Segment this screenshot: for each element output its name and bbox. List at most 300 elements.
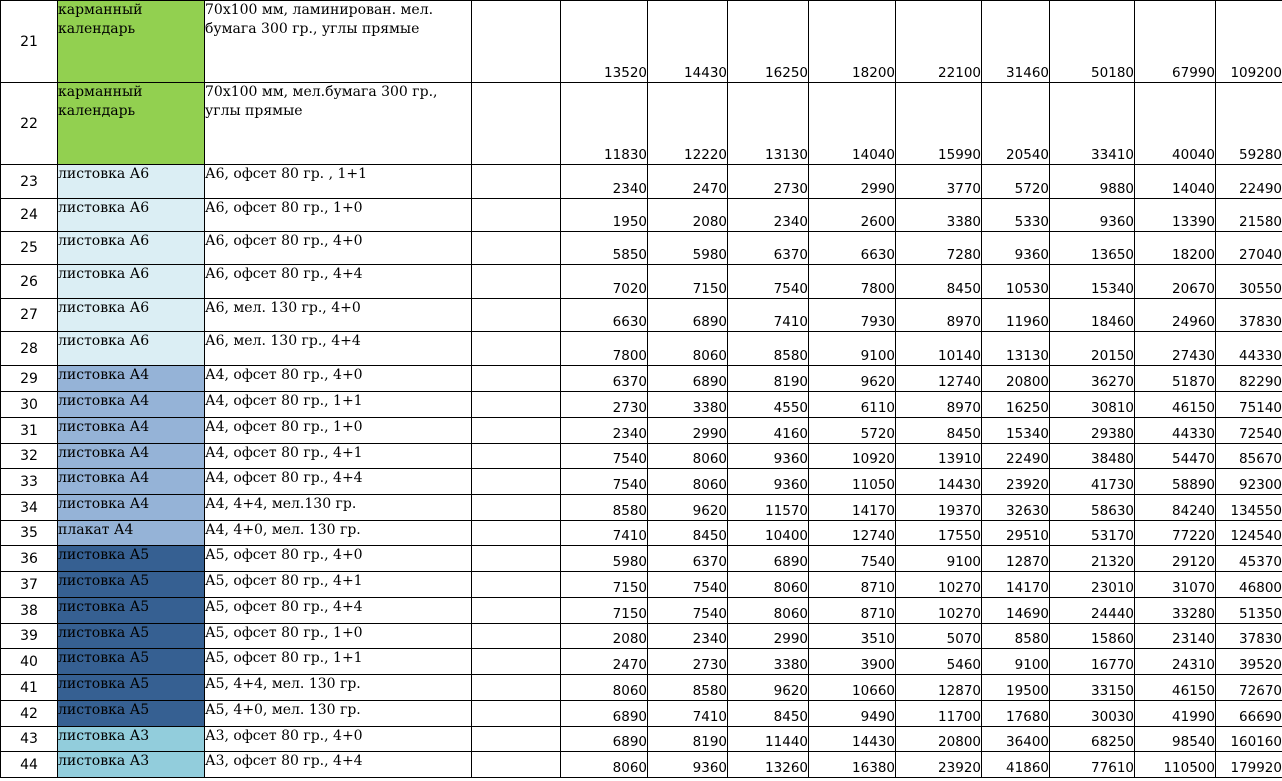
product-name-cell[interactable]: листовка А6 xyxy=(58,332,205,366)
price-cell[interactable]: 1950 xyxy=(561,199,648,232)
price-cell[interactable]: 33150 xyxy=(1050,675,1135,701)
row-number[interactable]: 44 xyxy=(1,752,58,778)
price-cell[interactable]: 58630 xyxy=(1050,495,1135,521)
price-cell[interactable]: 2080 xyxy=(648,199,728,232)
price-cell[interactable]: 13650 xyxy=(1050,232,1135,265)
row-number[interactable]: 39 xyxy=(1,624,58,649)
price-cell[interactable]: 16770 xyxy=(1050,649,1135,675)
empty-cell[interactable] xyxy=(472,495,561,521)
product-name-cell[interactable]: листовка А5 xyxy=(58,546,205,572)
price-cell[interactable]: 4160 xyxy=(728,418,809,444)
row-number[interactable]: 37 xyxy=(1,572,58,598)
price-cell[interactable]: 7540 xyxy=(561,469,648,495)
price-cell[interactable]: 10140 xyxy=(896,332,982,366)
price-cell[interactable]: 15340 xyxy=(982,418,1050,444)
price-cell[interactable]: 5070 xyxy=(896,624,982,649)
product-spec-cell[interactable]: 70х100 мм, ламинирован. мел. бумага 300 гр., углы прямые xyxy=(205,1,472,83)
price-cell[interactable]: 10530 xyxy=(982,265,1050,299)
price-cell[interactable]: 9360 xyxy=(728,469,809,495)
price-cell[interactable]: 8450 xyxy=(896,265,982,299)
price-cell[interactable]: 7800 xyxy=(561,332,648,366)
price-cell[interactable]: 6890 xyxy=(648,299,728,332)
price-cell[interactable]: 23010 xyxy=(1050,572,1135,598)
price-cell[interactable]: 9360 xyxy=(982,232,1050,265)
price-cell[interactable]: 51350 xyxy=(1216,598,1282,624)
price-cell[interactable]: 23920 xyxy=(982,469,1050,495)
price-cell[interactable]: 7800 xyxy=(809,265,896,299)
price-cell[interactable]: 18200 xyxy=(809,1,896,83)
row-number[interactable]: 43 xyxy=(1,727,58,752)
price-cell[interactable]: 9620 xyxy=(809,366,896,392)
price-cell[interactable]: 109200 xyxy=(1216,1,1282,83)
product-name-cell[interactable]: листовка А5 xyxy=(58,649,205,675)
price-cell[interactable]: 23140 xyxy=(1135,624,1216,649)
empty-cell[interactable] xyxy=(472,701,561,727)
price-cell[interactable]: 72540 xyxy=(1216,418,1282,444)
product-spec-cell[interactable]: А5, офсет 80 гр., 4+4 xyxy=(205,598,472,624)
empty-cell[interactable] xyxy=(472,727,561,752)
price-cell[interactable]: 12740 xyxy=(809,521,896,546)
row-number[interactable]: 26 xyxy=(1,265,58,299)
price-cell[interactable]: 2990 xyxy=(648,418,728,444)
product-name-cell[interactable]: листовка А6 xyxy=(58,165,205,199)
product-name-cell[interactable]: карманный календарь xyxy=(58,83,205,165)
product-name-cell[interactable]: листовка А5 xyxy=(58,624,205,649)
row-number[interactable]: 34 xyxy=(1,495,58,521)
price-cell[interactable]: 19500 xyxy=(982,675,1050,701)
price-cell[interactable]: 2340 xyxy=(648,624,728,649)
price-cell[interactable]: 9100 xyxy=(809,332,896,366)
price-cell[interactable]: 6890 xyxy=(561,701,648,727)
product-name-cell[interactable]: листовка А3 xyxy=(58,727,205,752)
empty-cell[interactable] xyxy=(472,299,561,332)
price-cell[interactable]: 27040 xyxy=(1216,232,1282,265)
product-spec-cell[interactable]: А6, офсет 80 гр., 4+4 xyxy=(205,265,472,299)
empty-cell[interactable] xyxy=(472,675,561,701)
product-spec-cell[interactable]: А4, офсет 80 гр., 1+1 xyxy=(205,392,472,418)
product-name-cell[interactable]: листовка А4 xyxy=(58,444,205,469)
product-spec-cell[interactable]: А6, офсет 80 гр., 4+0 xyxy=(205,232,472,265)
price-cell[interactable]: 58890 xyxy=(1135,469,1216,495)
product-spec-cell[interactable]: 70х100 мм, мел.бумага 300 гр., углы прямые xyxy=(205,83,472,165)
price-cell[interactable]: 8710 xyxy=(809,572,896,598)
product-spec-cell[interactable]: А6, офсет 80 гр., 1+0 xyxy=(205,199,472,232)
price-cell[interactable]: 14040 xyxy=(809,83,896,165)
product-spec-cell[interactable]: А4, 4+4, мел.130 гр. xyxy=(205,495,472,521)
price-cell[interactable]: 16380 xyxy=(809,752,896,778)
product-spec-cell[interactable]: А5, офсет 80 гр., 1+1 xyxy=(205,649,472,675)
price-cell[interactable]: 3900 xyxy=(809,649,896,675)
product-name-cell[interactable]: листовка А5 xyxy=(58,675,205,701)
price-cell[interactable]: 8060 xyxy=(728,598,809,624)
price-cell[interactable]: 4550 xyxy=(728,392,809,418)
price-cell[interactable]: 67990 xyxy=(1135,1,1216,83)
price-cell[interactable]: 2080 xyxy=(561,624,648,649)
price-cell[interactable]: 44330 xyxy=(1216,332,1282,366)
price-cell[interactable]: 11050 xyxy=(809,469,896,495)
price-cell[interactable]: 11440 xyxy=(728,727,809,752)
product-spec-cell[interactable]: А6, мел. 130 гр., 4+4 xyxy=(205,332,472,366)
price-cell[interactable]: 36270 xyxy=(1050,366,1135,392)
price-cell[interactable]: 98540 xyxy=(1135,727,1216,752)
price-cell[interactable]: 2340 xyxy=(728,199,809,232)
empty-cell[interactable] xyxy=(472,332,561,366)
price-cell[interactable]: 2990 xyxy=(809,165,896,199)
product-spec-cell[interactable]: А6, офсет 80 гр. , 1+1 xyxy=(205,165,472,199)
price-cell[interactable]: 66690 xyxy=(1216,701,1282,727)
product-name-cell[interactable]: листовка А4 xyxy=(58,418,205,444)
price-cell[interactable]: 8060 xyxy=(648,332,728,366)
price-cell[interactable]: 46150 xyxy=(1135,675,1216,701)
price-cell[interactable]: 160160 xyxy=(1216,727,1282,752)
price-cell[interactable]: 82290 xyxy=(1216,366,1282,392)
price-cell[interactable]: 45370 xyxy=(1216,546,1282,572)
product-spec-cell[interactable]: А4, офсет 80 гр., 1+0 xyxy=(205,418,472,444)
empty-cell[interactable] xyxy=(472,418,561,444)
price-cell[interactable]: 54470 xyxy=(1135,444,1216,469)
price-cell[interactable]: 6890 xyxy=(561,727,648,752)
price-cell[interactable]: 84240 xyxy=(1135,495,1216,521)
product-name-cell[interactable]: листовка А5 xyxy=(58,572,205,598)
price-cell[interactable]: 14170 xyxy=(982,572,1050,598)
price-cell[interactable]: 8060 xyxy=(648,444,728,469)
product-spec-cell[interactable]: А5, 4+0, мел. 130 гр. xyxy=(205,701,472,727)
price-cell[interactable]: 14690 xyxy=(982,598,1050,624)
price-cell[interactable]: 6630 xyxy=(561,299,648,332)
price-cell[interactable]: 2470 xyxy=(561,649,648,675)
price-cell[interactable]: 6630 xyxy=(809,232,896,265)
price-cell[interactable]: 37830 xyxy=(1216,299,1282,332)
price-cell[interactable]: 9620 xyxy=(728,675,809,701)
price-cell[interactable]: 7150 xyxy=(648,265,728,299)
price-cell[interactable]: 2340 xyxy=(561,418,648,444)
price-cell[interactable]: 7150 xyxy=(561,598,648,624)
price-cell[interactable]: 21320 xyxy=(1050,546,1135,572)
price-cell[interactable]: 41990 xyxy=(1135,701,1216,727)
empty-cell[interactable] xyxy=(472,265,561,299)
product-spec-cell[interactable]: А5, офсет 80 гр., 4+0 xyxy=(205,546,472,572)
price-cell[interactable]: 39520 xyxy=(1216,649,1282,675)
price-cell[interactable]: 13260 xyxy=(728,752,809,778)
price-cell[interactable]: 22490 xyxy=(982,444,1050,469)
price-cell[interactable]: 7020 xyxy=(561,265,648,299)
product-name-cell[interactable]: листовка А3 xyxy=(58,752,205,778)
price-cell[interactable]: 12740 xyxy=(896,366,982,392)
price-cell[interactable]: 30030 xyxy=(1050,701,1135,727)
price-cell[interactable]: 10920 xyxy=(809,444,896,469)
price-cell[interactable]: 31070 xyxy=(1135,572,1216,598)
price-cell[interactable]: 9360 xyxy=(1050,199,1135,232)
price-cell[interactable]: 8060 xyxy=(728,572,809,598)
empty-cell[interactable] xyxy=(472,366,561,392)
price-cell[interactable]: 2730 xyxy=(728,165,809,199)
price-cell[interactable]: 18460 xyxy=(1050,299,1135,332)
product-name-cell[interactable]: листовка А6 xyxy=(58,199,205,232)
price-cell[interactable]: 7410 xyxy=(561,521,648,546)
row-number[interactable]: 33 xyxy=(1,469,58,495)
price-cell[interactable]: 9880 xyxy=(1050,165,1135,199)
product-name-cell[interactable]: листовка А5 xyxy=(58,701,205,727)
product-spec-cell[interactable]: А4, офсет 80 гр., 4+4 xyxy=(205,469,472,495)
price-cell[interactable]: 2340 xyxy=(561,165,648,199)
product-name-cell[interactable]: листовка А4 xyxy=(58,366,205,392)
price-cell[interactable]: 85670 xyxy=(1216,444,1282,469)
price-cell[interactable]: 51870 xyxy=(1135,366,1216,392)
row-number[interactable]: 22 xyxy=(1,83,58,165)
price-cell[interactable]: 77220 xyxy=(1135,521,1216,546)
price-cell[interactable]: 29120 xyxy=(1135,546,1216,572)
price-cell[interactable]: 38480 xyxy=(1050,444,1135,469)
row-number[interactable]: 31 xyxy=(1,418,58,444)
product-spec-cell[interactable]: А5, офсет 80 гр., 4+1 xyxy=(205,572,472,598)
price-cell[interactable]: 11570 xyxy=(728,495,809,521)
price-cell[interactable]: 30810 xyxy=(1050,392,1135,418)
row-number[interactable]: 32 xyxy=(1,444,58,469)
price-cell[interactable]: 14040 xyxy=(1135,165,1216,199)
price-cell[interactable]: 8580 xyxy=(561,495,648,521)
price-cell[interactable]: 5850 xyxy=(561,232,648,265)
price-cell[interactable]: 11830 xyxy=(561,83,648,165)
product-name-cell[interactable]: листовка А4 xyxy=(58,469,205,495)
price-cell[interactable]: 22490 xyxy=(1216,165,1282,199)
row-number[interactable]: 25 xyxy=(1,232,58,265)
price-cell[interactable]: 8710 xyxy=(809,598,896,624)
price-cell[interactable]: 33410 xyxy=(1050,83,1135,165)
price-cell[interactable]: 3380 xyxy=(896,199,982,232)
price-cell[interactable]: 8970 xyxy=(896,299,982,332)
price-cell[interactable]: 21580 xyxy=(1216,199,1282,232)
price-cell[interactable]: 77610 xyxy=(1050,752,1135,778)
product-spec-cell[interactable]: А5, 4+4, мел. 130 гр. xyxy=(205,675,472,701)
price-cell[interactable]: 2470 xyxy=(648,165,728,199)
empty-cell[interactable] xyxy=(472,469,561,495)
empty-cell[interactable] xyxy=(472,521,561,546)
product-name-cell[interactable]: листовка А6 xyxy=(58,299,205,332)
price-cell[interactable]: 2730 xyxy=(561,392,648,418)
row-number[interactable]: 36 xyxy=(1,546,58,572)
price-cell[interactable]: 2990 xyxy=(728,624,809,649)
empty-cell[interactable] xyxy=(472,1,561,83)
row-number[interactable]: 28 xyxy=(1,332,58,366)
price-cell[interactable]: 9100 xyxy=(982,649,1050,675)
row-number[interactable]: 27 xyxy=(1,299,58,332)
product-spec-cell[interactable]: А4, 4+0, мел. 130 гр. xyxy=(205,521,472,546)
price-cell[interactable]: 41860 xyxy=(982,752,1050,778)
price-cell[interactable]: 9620 xyxy=(648,495,728,521)
row-number[interactable]: 41 xyxy=(1,675,58,701)
price-cell[interactable]: 5460 xyxy=(896,649,982,675)
price-cell[interactable]: 5980 xyxy=(648,232,728,265)
price-cell[interactable]: 24310 xyxy=(1135,649,1216,675)
price-cell[interactable]: 24960 xyxy=(1135,299,1216,332)
price-cell[interactable]: 30550 xyxy=(1216,265,1282,299)
price-cell[interactable]: 6370 xyxy=(728,232,809,265)
price-cell[interactable]: 6890 xyxy=(728,546,809,572)
price-cell[interactable]: 7540 xyxy=(648,572,728,598)
price-cell[interactable]: 11700 xyxy=(896,701,982,727)
price-cell[interactable]: 8450 xyxy=(896,418,982,444)
price-cell[interactable]: 59280 xyxy=(1216,83,1282,165)
price-cell[interactable]: 2730 xyxy=(648,649,728,675)
price-cell[interactable]: 14430 xyxy=(648,1,728,83)
row-number[interactable]: 23 xyxy=(1,165,58,199)
price-cell[interactable]: 10660 xyxy=(809,675,896,701)
price-cell[interactable]: 3770 xyxy=(896,165,982,199)
price-cell[interactable]: 31460 xyxy=(982,1,1050,83)
price-cell[interactable]: 10270 xyxy=(896,572,982,598)
price-cell[interactable]: 5720 xyxy=(809,418,896,444)
price-cell[interactable]: 18200 xyxy=(1135,232,1216,265)
price-cell[interactable]: 14430 xyxy=(809,727,896,752)
product-name-cell[interactable]: листовка А5 xyxy=(58,598,205,624)
price-cell[interactable]: 20150 xyxy=(1050,332,1135,366)
price-cell[interactable]: 8060 xyxy=(648,469,728,495)
empty-cell[interactable] xyxy=(472,624,561,649)
price-cell[interactable]: 7540 xyxy=(809,546,896,572)
price-cell[interactable]: 12870 xyxy=(896,675,982,701)
empty-cell[interactable] xyxy=(472,752,561,778)
price-cell[interactable]: 8450 xyxy=(648,521,728,546)
price-cell[interactable]: 8060 xyxy=(561,675,648,701)
price-cell[interactable]: 29380 xyxy=(1050,418,1135,444)
price-cell[interactable]: 8580 xyxy=(648,675,728,701)
price-cell[interactable]: 3380 xyxy=(728,649,809,675)
empty-cell[interactable] xyxy=(472,392,561,418)
price-cell[interactable]: 9360 xyxy=(648,752,728,778)
price-cell[interactable]: 16250 xyxy=(982,392,1050,418)
price-cell[interactable]: 15860 xyxy=(1050,624,1135,649)
price-cell[interactable]: 41730 xyxy=(1050,469,1135,495)
price-cell[interactable]: 3510 xyxy=(809,624,896,649)
price-cell[interactable]: 7410 xyxy=(648,701,728,727)
price-cell[interactable]: 20800 xyxy=(982,366,1050,392)
product-spec-cell[interactable]: А4, офсет 80 гр., 4+1 xyxy=(205,444,472,469)
price-cell[interactable]: 8580 xyxy=(982,624,1050,649)
product-spec-cell[interactable]: А3, офсет 80 гр., 4+0 xyxy=(205,727,472,752)
price-cell[interactable]: 7540 xyxy=(728,265,809,299)
price-cell[interactable]: 15340 xyxy=(1050,265,1135,299)
price-cell[interactable]: 3380 xyxy=(648,392,728,418)
price-cell[interactable]: 23920 xyxy=(896,752,982,778)
price-cell[interactable]: 5980 xyxy=(561,546,648,572)
price-cell[interactable]: 20800 xyxy=(896,727,982,752)
price-cell[interactable]: 6370 xyxy=(648,546,728,572)
price-cell[interactable]: 6890 xyxy=(648,366,728,392)
empty-cell[interactable] xyxy=(472,232,561,265)
product-name-cell[interactable]: листовка А6 xyxy=(58,265,205,299)
price-cell[interactable]: 46150 xyxy=(1135,392,1216,418)
price-cell[interactable]: 10400 xyxy=(728,521,809,546)
price-cell[interactable]: 33280 xyxy=(1135,598,1216,624)
price-cell[interactable]: 7930 xyxy=(809,299,896,332)
price-cell[interactable]: 7410 xyxy=(728,299,809,332)
price-cell[interactable]: 13910 xyxy=(896,444,982,469)
row-number[interactable]: 38 xyxy=(1,598,58,624)
price-cell[interactable]: 50180 xyxy=(1050,1,1135,83)
price-cell[interactable]: 12220 xyxy=(648,83,728,165)
price-cell[interactable]: 12870 xyxy=(982,546,1050,572)
price-cell[interactable]: 20540 xyxy=(982,83,1050,165)
product-spec-cell[interactable]: А3, офсет 80 гр., 4+4 xyxy=(205,752,472,778)
price-cell[interactable]: 46800 xyxy=(1216,572,1282,598)
price-cell[interactable]: 9100 xyxy=(896,546,982,572)
price-cell[interactable]: 7540 xyxy=(648,598,728,624)
price-cell[interactable]: 8450 xyxy=(728,701,809,727)
product-name-cell[interactable]: карманный календарь xyxy=(58,1,205,83)
price-cell[interactable]: 110500 xyxy=(1135,752,1216,778)
price-cell[interactable]: 32630 xyxy=(982,495,1050,521)
price-cell[interactable]: 6370 xyxy=(561,366,648,392)
product-name-cell[interactable]: плакат А4 xyxy=(58,521,205,546)
price-cell[interactable]: 8580 xyxy=(728,332,809,366)
price-cell[interactable]: 68250 xyxy=(1050,727,1135,752)
price-cell[interactable]: 8060 xyxy=(561,752,648,778)
empty-cell[interactable] xyxy=(472,572,561,598)
price-cell[interactable]: 14430 xyxy=(896,469,982,495)
price-cell[interactable]: 17680 xyxy=(982,701,1050,727)
price-cell[interactable]: 8970 xyxy=(896,392,982,418)
price-cell[interactable]: 10270 xyxy=(896,598,982,624)
price-cell[interactable]: 75140 xyxy=(1216,392,1282,418)
price-cell[interactable]: 22100 xyxy=(896,1,982,83)
price-cell[interactable]: 27430 xyxy=(1135,332,1216,366)
product-spec-cell[interactable]: А4, офсет 80 гр., 4+0 xyxy=(205,366,472,392)
row-number[interactable]: 40 xyxy=(1,649,58,675)
row-number[interactable]: 24 xyxy=(1,199,58,232)
price-cell[interactable]: 16250 xyxy=(728,1,809,83)
price-cell[interactable]: 6110 xyxy=(809,392,896,418)
row-number[interactable]: 42 xyxy=(1,701,58,727)
price-cell[interactable]: 92300 xyxy=(1216,469,1282,495)
empty-cell[interactable] xyxy=(472,165,561,199)
price-cell[interactable]: 20670 xyxy=(1135,265,1216,299)
empty-cell[interactable] xyxy=(472,649,561,675)
price-cell[interactable]: 179920 xyxy=(1216,752,1282,778)
price-cell[interactable]: 2600 xyxy=(809,199,896,232)
price-cell[interactable]: 13390 xyxy=(1135,199,1216,232)
price-cell[interactable]: 53170 xyxy=(1050,521,1135,546)
price-cell[interactable]: 8190 xyxy=(728,366,809,392)
price-cell[interactable]: 15990 xyxy=(896,83,982,165)
price-cell[interactable]: 36400 xyxy=(982,727,1050,752)
price-cell[interactable]: 13520 xyxy=(561,1,648,83)
price-cell[interactable]: 8190 xyxy=(648,727,728,752)
product-name-cell[interactable]: листовка А6 xyxy=(58,232,205,265)
price-cell[interactable]: 40040 xyxy=(1135,83,1216,165)
price-cell[interactable]: 5720 xyxy=(982,165,1050,199)
price-cell[interactable]: 24440 xyxy=(1050,598,1135,624)
price-cell[interactable]: 13130 xyxy=(982,332,1050,366)
price-cell[interactable]: 14170 xyxy=(809,495,896,521)
empty-cell[interactable] xyxy=(472,444,561,469)
price-cell[interactable]: 11960 xyxy=(982,299,1050,332)
price-cell[interactable]: 37830 xyxy=(1216,624,1282,649)
product-name-cell[interactable]: листовка А4 xyxy=(58,495,205,521)
product-spec-cell[interactable]: А6, мел. 130 гр., 4+0 xyxy=(205,299,472,332)
empty-cell[interactable] xyxy=(472,598,561,624)
empty-cell[interactable] xyxy=(472,83,561,165)
empty-cell[interactable] xyxy=(472,199,561,232)
price-cell[interactable]: 7540 xyxy=(561,444,648,469)
row-number[interactable]: 35 xyxy=(1,521,58,546)
price-cell[interactable]: 44330 xyxy=(1135,418,1216,444)
price-cell[interactable]: 9490 xyxy=(809,701,896,727)
row-number[interactable]: 29 xyxy=(1,366,58,392)
price-cell[interactable]: 9360 xyxy=(728,444,809,469)
price-cell[interactable]: 134550 xyxy=(1216,495,1282,521)
price-cell[interactable]: 13130 xyxy=(728,83,809,165)
empty-cell[interactable] xyxy=(472,546,561,572)
